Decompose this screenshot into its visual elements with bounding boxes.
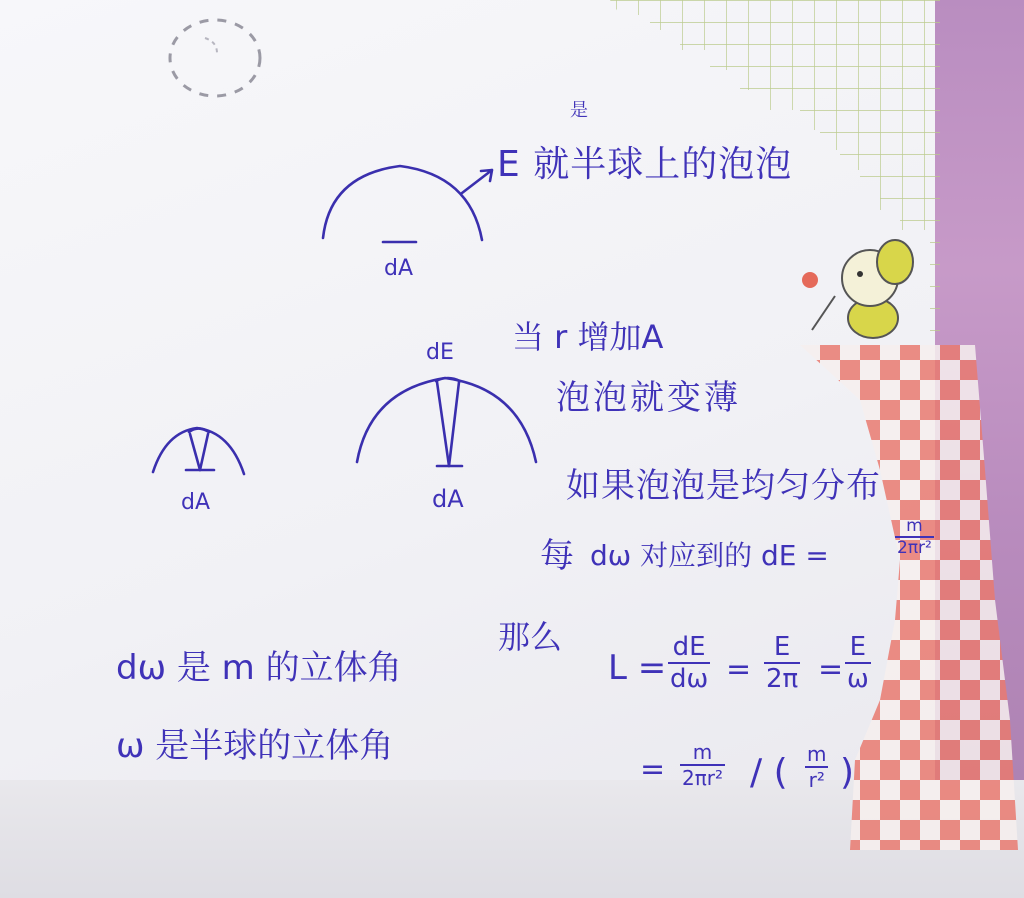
fraction-numerator: E xyxy=(764,632,800,664)
fraction-numerator: dE xyxy=(668,632,710,664)
definition-dw: dω 是 m 的立体角 xyxy=(116,648,402,688)
fraction-dE-over-dw xyxy=(668,632,710,694)
fraction-denominator: 2π xyxy=(766,664,799,694)
fraction-denominator: 2πr² xyxy=(682,766,724,790)
fraction-denominator: dω xyxy=(670,664,709,694)
eq-L: L = xyxy=(608,648,667,688)
note-bubble-thinner: 泡泡就变薄 xyxy=(556,378,741,418)
eq-sign-1: = xyxy=(726,652,752,687)
note-per-prefix: 每 xyxy=(540,536,574,576)
fraction-numerator: E xyxy=(845,632,871,664)
eq-paren-close: ) xyxy=(840,752,855,793)
diagram1-da-label: dA xyxy=(384,256,414,281)
fraction-E-over-2pi xyxy=(764,632,800,694)
definition-w: ω 是半球的立体角 xyxy=(116,726,394,766)
note-then: 那么 xyxy=(498,618,563,656)
eq-sign-2: = xyxy=(818,652,844,687)
note-r-increase: 当 r 增加A xyxy=(512,318,664,356)
fraction-m-over-r2 xyxy=(805,742,828,792)
annotation-e-bubble: E 就半球上的泡泡 xyxy=(497,144,793,185)
fraction-m-over-2pir2-second xyxy=(680,740,725,790)
fraction-numerator: m xyxy=(807,742,827,766)
annotation-shi-small: 是 xyxy=(570,100,588,121)
fraction-numerator: m xyxy=(680,740,725,766)
fraction-denominator: r² xyxy=(808,768,825,792)
note-dw-corresponds: dω 对应到的 dE = xyxy=(590,539,829,572)
fraction-E-over-omega xyxy=(845,632,871,694)
fraction-m-over-2pir2 xyxy=(895,516,934,558)
eq-second-line-equal: = xyxy=(640,752,666,787)
eq-slash-open: / ( xyxy=(750,752,788,793)
fraction-numerator: m xyxy=(895,516,934,538)
fraction-denominator: 2πr² xyxy=(897,538,932,558)
fraction-denominator: ω xyxy=(847,664,869,694)
diagram2-de-label: dE xyxy=(426,340,454,365)
diagram3-da-label: dA xyxy=(181,490,211,515)
diagram2-da-label: dA xyxy=(432,485,464,513)
note-if-uniform: 如果泡泡是均匀分布 xyxy=(566,466,881,506)
